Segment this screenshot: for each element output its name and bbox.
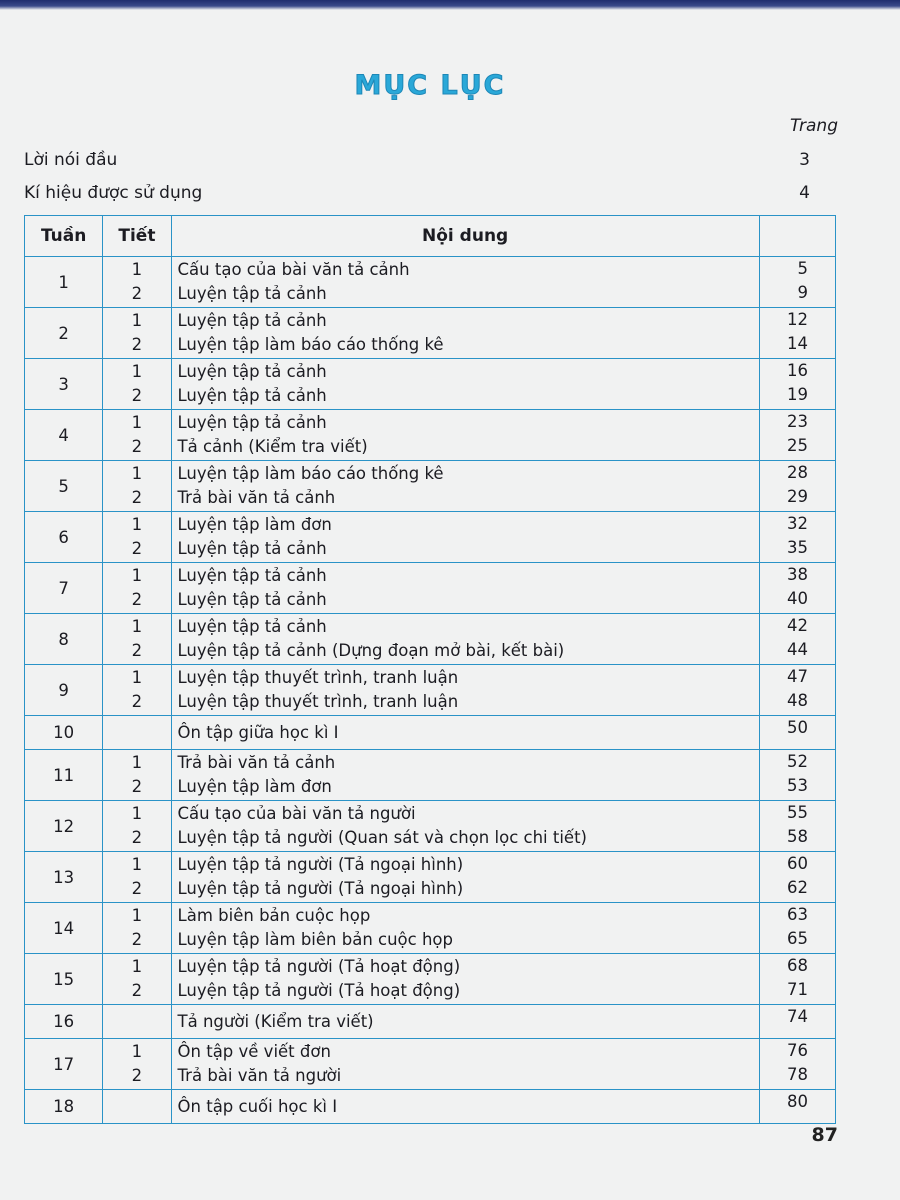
content-cell bbox=[171, 1039, 759, 1090]
table-row[interactable] bbox=[25, 801, 836, 852]
header-page bbox=[759, 216, 835, 257]
period-cell bbox=[103, 410, 171, 461]
content-cell bbox=[171, 308, 759, 359]
lesson-page-number: 58 bbox=[787, 827, 808, 846]
table-row[interactable] bbox=[25, 563, 836, 614]
period-number: 1 bbox=[131, 260, 143, 279]
page-cell bbox=[759, 903, 835, 954]
lesson-page-number: 23 bbox=[787, 412, 808, 431]
content-cell bbox=[171, 512, 759, 563]
lesson-page-number: 50 bbox=[787, 718, 808, 737]
lesson-page-number: 62 bbox=[787, 878, 808, 897]
week-cell: 14 bbox=[25, 903, 103, 954]
table-row[interactable] bbox=[25, 1039, 836, 1090]
week-cell: 6 bbox=[25, 512, 103, 563]
lesson-page-number: 48 bbox=[787, 691, 808, 710]
lesson-title[interactable]: Luyện tập tả người (Tả hoạt động) bbox=[177, 957, 461, 976]
header-week: Tuần bbox=[25, 216, 103, 257]
lesson-title[interactable]: Trả bài văn tả cảnh bbox=[177, 488, 336, 507]
table-row[interactable] bbox=[25, 512, 836, 563]
page-cell bbox=[759, 461, 835, 512]
period-number: 1 bbox=[131, 753, 143, 772]
week-cell: 13 bbox=[25, 852, 103, 903]
period-number: 2 bbox=[131, 641, 143, 660]
toc-table bbox=[24, 215, 836, 1124]
period-number: 2 bbox=[131, 1066, 143, 1085]
lesson-title[interactable]: Luyện tập làm biên bản cuộc họp bbox=[177, 930, 453, 949]
period-cell bbox=[103, 1090, 171, 1124]
lesson-page-number: 9 bbox=[797, 283, 808, 302]
period-number: 1 bbox=[131, 362, 143, 381]
week-cell: 11 bbox=[25, 750, 103, 801]
content-cell bbox=[171, 801, 759, 852]
toc-header-row bbox=[25, 216, 836, 257]
lesson-title[interactable]: Làm biên bản cuộc họp bbox=[177, 906, 371, 925]
period-number: 1 bbox=[131, 855, 143, 874]
period-number: 2 bbox=[131, 437, 143, 456]
page-cell bbox=[759, 614, 835, 665]
lesson-title[interactable]: Luyện tập tả cảnh bbox=[177, 590, 327, 609]
period-number: 2 bbox=[131, 879, 143, 898]
front-matter-label: Lời nói đầu bbox=[24, 150, 118, 170]
lesson-page-number: 78 bbox=[787, 1065, 808, 1084]
page-cell bbox=[759, 1090, 835, 1124]
lesson-page-number: 35 bbox=[787, 538, 808, 557]
lesson-title[interactable]: Luyện tập tả cảnh bbox=[177, 386, 327, 405]
lesson-title[interactable]: Ôn tập về viết đơn bbox=[177, 1042, 331, 1061]
lesson-title[interactable]: Trả bài văn tả người bbox=[177, 1066, 342, 1085]
period-number: 1 bbox=[131, 311, 143, 330]
lesson-page-number: 68 bbox=[787, 956, 808, 975]
content-cell bbox=[171, 614, 759, 665]
page-cell bbox=[759, 1005, 835, 1039]
table-row[interactable] bbox=[25, 308, 836, 359]
lesson-page-number: 19 bbox=[787, 385, 808, 404]
lesson-title[interactable]: Luyện tập làm báo cáo thống kê bbox=[177, 335, 444, 354]
lesson-title[interactable]: Luyện tập tả người (Tả ngoại hình) bbox=[177, 855, 464, 874]
week-cell: 4 bbox=[25, 410, 103, 461]
content-cell bbox=[171, 1005, 759, 1039]
period-number: 1 bbox=[131, 464, 143, 483]
period-number: 1 bbox=[131, 413, 143, 432]
toc-body bbox=[25, 257, 836, 1124]
page-cell bbox=[759, 954, 835, 1005]
lesson-page-number: 71 bbox=[787, 980, 808, 999]
lesson-title[interactable]: Ôn tập giữa học kì I bbox=[177, 722, 339, 742]
lesson-page-number: 25 bbox=[787, 436, 808, 455]
lesson-page-number: 60 bbox=[787, 854, 808, 873]
lesson-page-number: 52 bbox=[787, 752, 808, 771]
page-cell bbox=[759, 308, 835, 359]
period-cell bbox=[103, 954, 171, 1005]
cover-edge bbox=[0, 0, 900, 10]
content-cell bbox=[171, 665, 759, 716]
front-matter-item[interactable] bbox=[24, 150, 810, 170]
lesson-title[interactable]: Trả bài văn tả cảnh bbox=[177, 753, 336, 772]
page-cell bbox=[759, 665, 835, 716]
period-number: 2 bbox=[131, 828, 143, 847]
page-cell bbox=[759, 750, 835, 801]
header-content: Nội dung bbox=[171, 216, 759, 257]
page-cell bbox=[759, 359, 835, 410]
content-cell bbox=[171, 257, 759, 308]
page-column-label: Trang bbox=[789, 116, 838, 136]
table-row[interactable] bbox=[25, 1005, 836, 1039]
period-cell bbox=[103, 1039, 171, 1090]
table-row[interactable] bbox=[25, 903, 836, 954]
week-cell: 8 bbox=[25, 614, 103, 665]
lesson-page-number: 80 bbox=[787, 1092, 808, 1111]
table-row[interactable] bbox=[25, 665, 836, 716]
lesson-page-number: 32 bbox=[787, 514, 808, 533]
period-cell bbox=[103, 512, 171, 563]
lesson-title[interactable]: Luyện tập tả cảnh bbox=[177, 284, 327, 303]
table-row[interactable] bbox=[25, 257, 836, 308]
lesson-title[interactable]: Tả cảnh (Kiểm tra viết) bbox=[177, 437, 368, 456]
week-cell: 5 bbox=[25, 461, 103, 512]
page-cell bbox=[759, 257, 835, 308]
lesson-page-number: 40 bbox=[787, 589, 808, 608]
lesson-title[interactable]: Luyện tập làm đơn bbox=[177, 515, 332, 534]
page-cell bbox=[759, 410, 835, 461]
period-number: 2 bbox=[131, 930, 143, 949]
lesson-title[interactable]: Luyện tập tả cảnh bbox=[177, 539, 327, 558]
period-cell bbox=[103, 563, 171, 614]
period-cell bbox=[103, 750, 171, 801]
period-number: 2 bbox=[131, 777, 143, 796]
week-cell: 18 bbox=[25, 1090, 103, 1124]
lesson-title[interactable]: Luyện tập tả cảnh bbox=[177, 311, 327, 330]
page-cell bbox=[759, 1039, 835, 1090]
lesson-page-number: 16 bbox=[787, 361, 808, 380]
period-number: 1 bbox=[131, 957, 143, 976]
lesson-title[interactable]: Luyện tập làm báo cáo thống kê bbox=[177, 464, 444, 483]
lesson-page-number: 53 bbox=[787, 776, 808, 795]
lesson-title[interactable]: Luyện tập tả người (Tả hoạt động) bbox=[177, 981, 461, 1000]
table-row[interactable] bbox=[25, 410, 836, 461]
week-cell: 1 bbox=[25, 257, 103, 308]
lesson-title[interactable]: Luyện tập tả cảnh bbox=[177, 413, 327, 432]
week-cell: 2 bbox=[25, 308, 103, 359]
content-cell bbox=[171, 750, 759, 801]
lesson-title[interactable]: Luyện tập làm đơn bbox=[177, 777, 332, 796]
lesson-page-number: 47 bbox=[787, 667, 808, 686]
front-matter-label: Kí hiệu được sử dụng bbox=[24, 183, 203, 203]
period-cell bbox=[103, 852, 171, 903]
lesson-title[interactable]: Luyện tập tả cảnh bbox=[177, 362, 327, 381]
page-cell bbox=[759, 852, 835, 903]
lesson-title[interactable]: Luyện tập tả cảnh bbox=[177, 566, 327, 585]
page-title: MỤC LỤC bbox=[354, 70, 506, 101]
table-row[interactable] bbox=[25, 716, 836, 750]
page-cell bbox=[759, 512, 835, 563]
table-row[interactable] bbox=[25, 852, 836, 903]
content-cell bbox=[171, 716, 759, 750]
week-cell: 10 bbox=[25, 716, 103, 750]
content-cell bbox=[171, 954, 759, 1005]
period-number: 1 bbox=[131, 515, 143, 534]
page-cell bbox=[759, 716, 835, 750]
content-cell bbox=[171, 563, 759, 614]
week-cell: 9 bbox=[25, 665, 103, 716]
period-cell bbox=[103, 308, 171, 359]
week-cell: 7 bbox=[25, 563, 103, 614]
period-cell bbox=[103, 614, 171, 665]
lesson-page-number: 76 bbox=[787, 1041, 808, 1060]
lesson-page-number: 42 bbox=[787, 616, 808, 635]
page-cell bbox=[759, 563, 835, 614]
week-cell: 16 bbox=[25, 1005, 103, 1039]
lesson-page-number: 5 bbox=[797, 259, 808, 278]
content-cell bbox=[171, 461, 759, 512]
lesson-title[interactable]: Cấu tạo của bài văn tả cảnh bbox=[177, 260, 410, 279]
lesson-page-number: 12 bbox=[787, 310, 808, 329]
period-number: 2 bbox=[131, 590, 143, 609]
content-cell bbox=[171, 903, 759, 954]
period-number: 1 bbox=[131, 668, 143, 687]
period-cell bbox=[103, 359, 171, 410]
lesson-title[interactable]: Luyện tập tả cảnh (Dựng đoạn mở bài, kết bài) bbox=[177, 641, 565, 660]
content-cell bbox=[171, 359, 759, 410]
week-cell: 15 bbox=[25, 954, 103, 1005]
period-number: 2 bbox=[131, 539, 143, 558]
table-row[interactable] bbox=[25, 750, 836, 801]
lesson-title[interactable]: Tả người (Kiểm tra viết) bbox=[177, 1011, 374, 1031]
period-cell bbox=[103, 716, 171, 750]
period-cell bbox=[103, 1005, 171, 1039]
table-row[interactable] bbox=[25, 954, 836, 1005]
lesson-page-number: 28 bbox=[787, 463, 808, 482]
footer-page-number: 87 bbox=[811, 1124, 838, 1146]
content-cell bbox=[171, 410, 759, 461]
period-cell bbox=[103, 461, 171, 512]
week-cell: 17 bbox=[25, 1039, 103, 1090]
front-matter-page: 3 bbox=[799, 150, 810, 170]
lesson-title[interactable]: Luyện tập thuyết trình, tranh luận bbox=[177, 692, 459, 711]
table-row[interactable] bbox=[25, 1090, 836, 1124]
lesson-title[interactable]: Cấu tạo của bài văn tả người bbox=[177, 804, 416, 823]
period-number: 2 bbox=[131, 386, 143, 405]
front-matter-page: 4 bbox=[799, 183, 810, 203]
period-number bbox=[103, 1095, 170, 1119]
table-row[interactable] bbox=[25, 461, 836, 512]
page-cell bbox=[759, 801, 835, 852]
lesson-page-number: 38 bbox=[787, 565, 808, 584]
content-cell bbox=[171, 1090, 759, 1124]
period-number: 2 bbox=[131, 981, 143, 1000]
lesson-page-number: 65 bbox=[787, 929, 808, 948]
period-number: 2 bbox=[131, 692, 143, 711]
period-number: 1 bbox=[131, 566, 143, 585]
period-cell bbox=[103, 257, 171, 308]
period-number: 2 bbox=[131, 488, 143, 507]
period-number: 1 bbox=[131, 617, 143, 636]
lesson-title[interactable]: Ôn tập cuối học kì I bbox=[177, 1096, 338, 1116]
lesson-title[interactable]: Luyện tập thuyết trình, tranh luận bbox=[177, 668, 459, 687]
content-cell bbox=[171, 852, 759, 903]
lesson-page-number: 74 bbox=[787, 1007, 808, 1026]
table-row[interactable] bbox=[25, 614, 836, 665]
lesson-title[interactable]: Luyện tập tả người (Quan sát và chọn lọc chi tiết) bbox=[177, 828, 587, 847]
period-number bbox=[103, 1010, 170, 1034]
period-number: 2 bbox=[131, 284, 143, 303]
period-cell bbox=[103, 903, 171, 954]
period-number: 1 bbox=[131, 906, 143, 925]
lesson-title[interactable]: Luyện tập tả người (Tả ngoại hình) bbox=[177, 879, 464, 898]
lesson-page-number: 55 bbox=[787, 803, 808, 822]
lesson-title[interactable]: Luyện tập tả cảnh bbox=[177, 617, 327, 636]
table-row[interactable] bbox=[25, 359, 836, 410]
front-matter-item[interactable] bbox=[24, 183, 810, 203]
lesson-page-number: 29 bbox=[787, 487, 808, 506]
lesson-page-number: 63 bbox=[787, 905, 808, 924]
period-number: 2 bbox=[131, 335, 143, 354]
period-number: 1 bbox=[131, 1042, 143, 1061]
period-cell bbox=[103, 801, 171, 852]
period-number bbox=[103, 721, 170, 745]
period-cell bbox=[103, 665, 171, 716]
header-period: Tiết bbox=[103, 216, 171, 257]
lesson-page-number: 14 bbox=[787, 334, 808, 353]
week-cell: 12 bbox=[25, 801, 103, 852]
lesson-page-number: 44 bbox=[787, 640, 808, 659]
week-cell: 3 bbox=[25, 359, 103, 410]
period-number: 1 bbox=[131, 804, 143, 823]
